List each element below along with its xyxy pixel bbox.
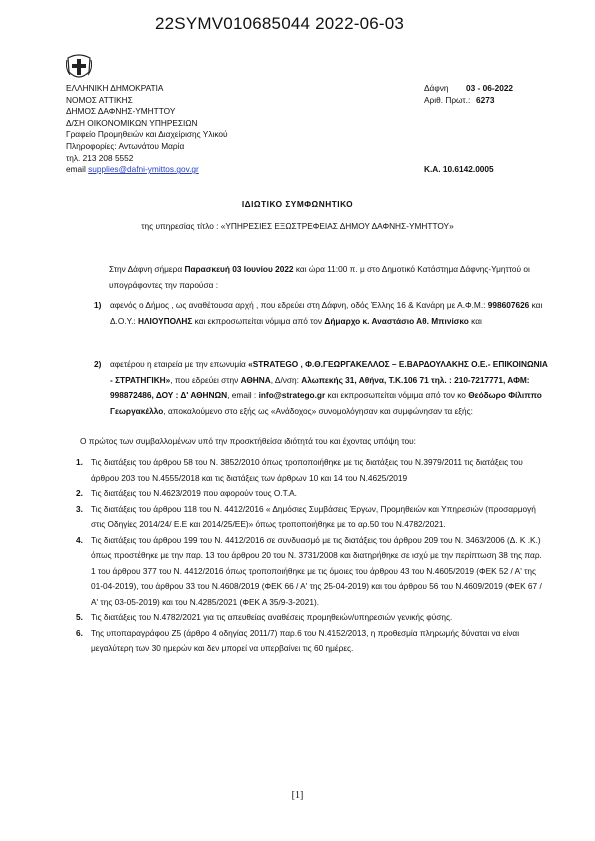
party-2 <box>94 357 552 419</box>
party-text: , email : <box>227 390 257 400</box>
header-line: ΔΗΜΟΣ ΔΑΦΝΗΣ-ΥΜΗΤΤΟΥ <box>66 106 176 117</box>
party-representative: Θεόδωρο Φίλιππο Γεωργακέλλο <box>110 390 542 416</box>
header-line: ΝΟΜΟΣ ΑΤΤΙΚΗΣ <box>66 94 133 105</box>
list-item <box>76 533 548 611</box>
party-text: και <box>471 315 482 326</box>
party-text: αφενός ο Δήμος , ως αναθέτουσα αρχή , που εδρεύει στη Δάφνη, οδός Έλλης 16 & Κανάρη με Α.Φ.Μ.: <box>110 300 486 310</box>
item-text: Τις διατάξεις του άρθρου 58 του Ν. 3852/2010 όπως τροποποιήθηκε με τις διατάξεις του Ν.3979/2011 τις διατάξεις του άρθρου 203 του Ν.4555/2018 και τις διατάξεις των άρθρων 10 και 14 του Ν.4625/2019 <box>91 457 523 483</box>
intro-text: Στην Δάφνη σήμερα <box>109 264 183 274</box>
item-number: 4. <box>76 534 83 545</box>
list-item <box>76 626 548 657</box>
header-email-line <box>66 164 228 176</box>
party-text: και εκπροσωπείται νόμιμα από τον κο <box>327 390 466 400</box>
party-number: 2) <box>94 359 102 369</box>
item-number: 6. <box>76 627 83 638</box>
item-text: Τις διατάξεις του Ν.4782/2021 για τις απευθείας αναθέσεις προμηθειών/υπηρεσιών γενικής φύσης. <box>91 612 453 622</box>
item-text: Τις διατάξεις του Ν.4623/2019 που αφορούν τους Ο.Τ.Α. <box>91 488 297 498</box>
document-id: 22SYMV010685044 2022-06-03 <box>155 14 405 33</box>
date-block <box>424 83 513 106</box>
considerations-lead: Ο πρώτος των συμβαλλομένων υπό την προσκτήθείσα ιδιότητά του και έχοντας υπόψη του: <box>80 436 416 446</box>
item-number: 5. <box>76 612 83 622</box>
item-text: Της υποπαραγράφου Ζ5 (άρθρο 4 οδηγίας 2011/7) παρ.6 του Ν.4152/2013, η προθεσμία πληρωμής δύναται να είναι μεγαλύτερη των 30 ημερών και δεν μπορεί να υπερβαίνει τις 60 ημέρες. <box>91 627 520 653</box>
intro-date: 03 Ιουνίου 2022 <box>232 264 294 274</box>
list-item <box>76 502 548 533</box>
greek-emblem-icon <box>66 52 92 82</box>
item-text: Τις διατάξεις του άρθρου 199 του Ν. 4412/2016 σε συνδυασμό με τις διατάξεις του άρθρου 209 του Ν. 3463/2006 (Δ. Κ .Κ.) όπως προστέθηκε με την παρ. 13 του άρθρου 20 του Ν. 3731/2008 και διατηρήθηκε σε ισχύ με την περίπτωση 38 της παρ. 1 του άρθρου 377 του Ν. 4412/2016 όπως τροποποιήθηκε με τις όμοιες του άρθρου 43 του Ν.4605/2019 (ΦΕΚ 52 / Α' της 01-04-2019), του άρθρου 33 του Ν.4608/2019 (ΦΕΚ 66 / Α' της 25-04-2019) και του άρθρου 56 του Ν.4609/2019 (ΦΕΚ 67 / Α' της 03-05-2019) και του Ν.4285/2021 (ΦΕΚ Α 35/9-3-2021). <box>91 534 542 607</box>
party-text: , αποκαλούμενο στο εξής ως «Ανάδοχος» συνομολόγησαν και συμφώνησαν τα εξής: <box>163 405 473 416</box>
list-item <box>76 455 548 486</box>
list-item <box>76 610 548 626</box>
party-afm: 998607626 <box>487 300 530 310</box>
header-line: ΕΛΛΗΝΙΚΗ ΔΗΜΟΚΡΑΤΙΑ <box>66 83 164 93</box>
header-line: Δ/ΣΗ ΟΙΚΟΝΟΜΙΚΩΝ ΥΠΗΡΕΣΙΩΝ <box>66 117 198 128</box>
document-date: 03 - 06-2022 <box>466 83 514 93</box>
email-link[interactable]: supplies@dafni-ymittos.gov.gr <box>88 164 199 175</box>
document-title: ΙΔΙΩΤΙΚΟ ΣΥΜΦΩΝΗΤΙΚΟ <box>241 199 354 209</box>
party-1 <box>94 298 552 329</box>
party-doy: ΗΛΙΟΥΠΟΛΗΣ <box>138 315 193 326</box>
party-text: , που εδρεύει στην <box>170 374 239 385</box>
considerations-list <box>76 455 548 657</box>
budget-code: Κ.Α. 10.6142.0005 <box>424 164 494 174</box>
party-email: info@stratego.gr <box>258 390 326 400</box>
party-address: Αλωπεκής 31, Αθήνα, Τ.Κ.106 71 τηλ. : 210-7217771, ΑΦΜ: 998872486, ΔΟΥ : Δ' ΑΘΗΝΩΝ <box>110 374 530 400</box>
protocol-label: Αριθ. Πρωτ.: <box>424 94 471 105</box>
header-line: τηλ. 213 208 5552 <box>66 152 134 163</box>
item-number: 3. <box>76 503 83 514</box>
item-number: 2. <box>76 488 83 498</box>
item-number: 1. <box>76 457 83 467</box>
party-representative: Δήμαρχο κ. Αναστάσιο Αθ. Μπινίσκο <box>324 315 469 326</box>
party-text: αφετέρου η εταιρεία με την επωνυμία <box>110 359 246 369</box>
header-line: Γραφείο Προμηθειών και Διαχείρισης Υλικού <box>66 129 228 140</box>
list-item <box>76 486 548 502</box>
party-city: ΑΘΗΝΑ <box>240 374 271 385</box>
party-company: «STRATEGO , Φ.Θ.ΓΕΩΡΓΑΚΕΛΛΟΣ – Ε.ΒΑΡΔΟΥΛΑΚΗΣ Ο.Ε.- ΕΠΙΚΟΙΝΩΝΙΑ - ΣΤΡΑΤΗΓΙΚΗ» <box>110 359 548 385</box>
party-text: και εκπροσωπείται νόμιμα από τον <box>194 315 323 326</box>
protocol-number: 6273 <box>476 94 495 105</box>
intro-text: και ώρα 11:00 π. μ στο Δημοτικό Κατάστημα Δάφνης-Υμηττού οι υπογράφοντες την παρούσα : <box>109 264 530 290</box>
email-label: email <box>66 164 86 175</box>
intro-paragraph <box>109 262 549 293</box>
party-text: και Δ.Ο.Υ.: <box>110 300 543 326</box>
document-subtitle: της υπηρεσίας τίτλο : «ΥΠΗΡΕΣΙΕΣ ΕΞΩΣΤΡΕΦΕΙΑΣ ΔΗΜΟΥ ΔΑΦΝΗΣ-ΥΜΗΤΤΟΥ» <box>141 221 454 231</box>
page-number: [1] <box>291 790 304 801</box>
issuer-header <box>66 83 228 176</box>
date-place: Δάφνη <box>424 83 449 93</box>
party-text: , Δ/νση: <box>270 374 299 385</box>
intro-day: Παρασκευή <box>184 264 230 274</box>
header-line: Πληροφορίες: Αντωνάτου Μαρία <box>66 140 185 151</box>
item-text: Τις διατάξεις του άρθρου 118 του Ν. 4412/2016 « Δημόσιες Συμβάσεις Έργων, Προμηθειών και Υπηρεσιών (προσαρμογή στις Οδηγίες 2014/24/ Ε.Ε και 2014/25/ΕΕ)» όπως τροποποιήθηκε με το αρ.50 του Ν.4782/2021. <box>91 503 536 529</box>
party-number: 1) <box>94 300 102 310</box>
